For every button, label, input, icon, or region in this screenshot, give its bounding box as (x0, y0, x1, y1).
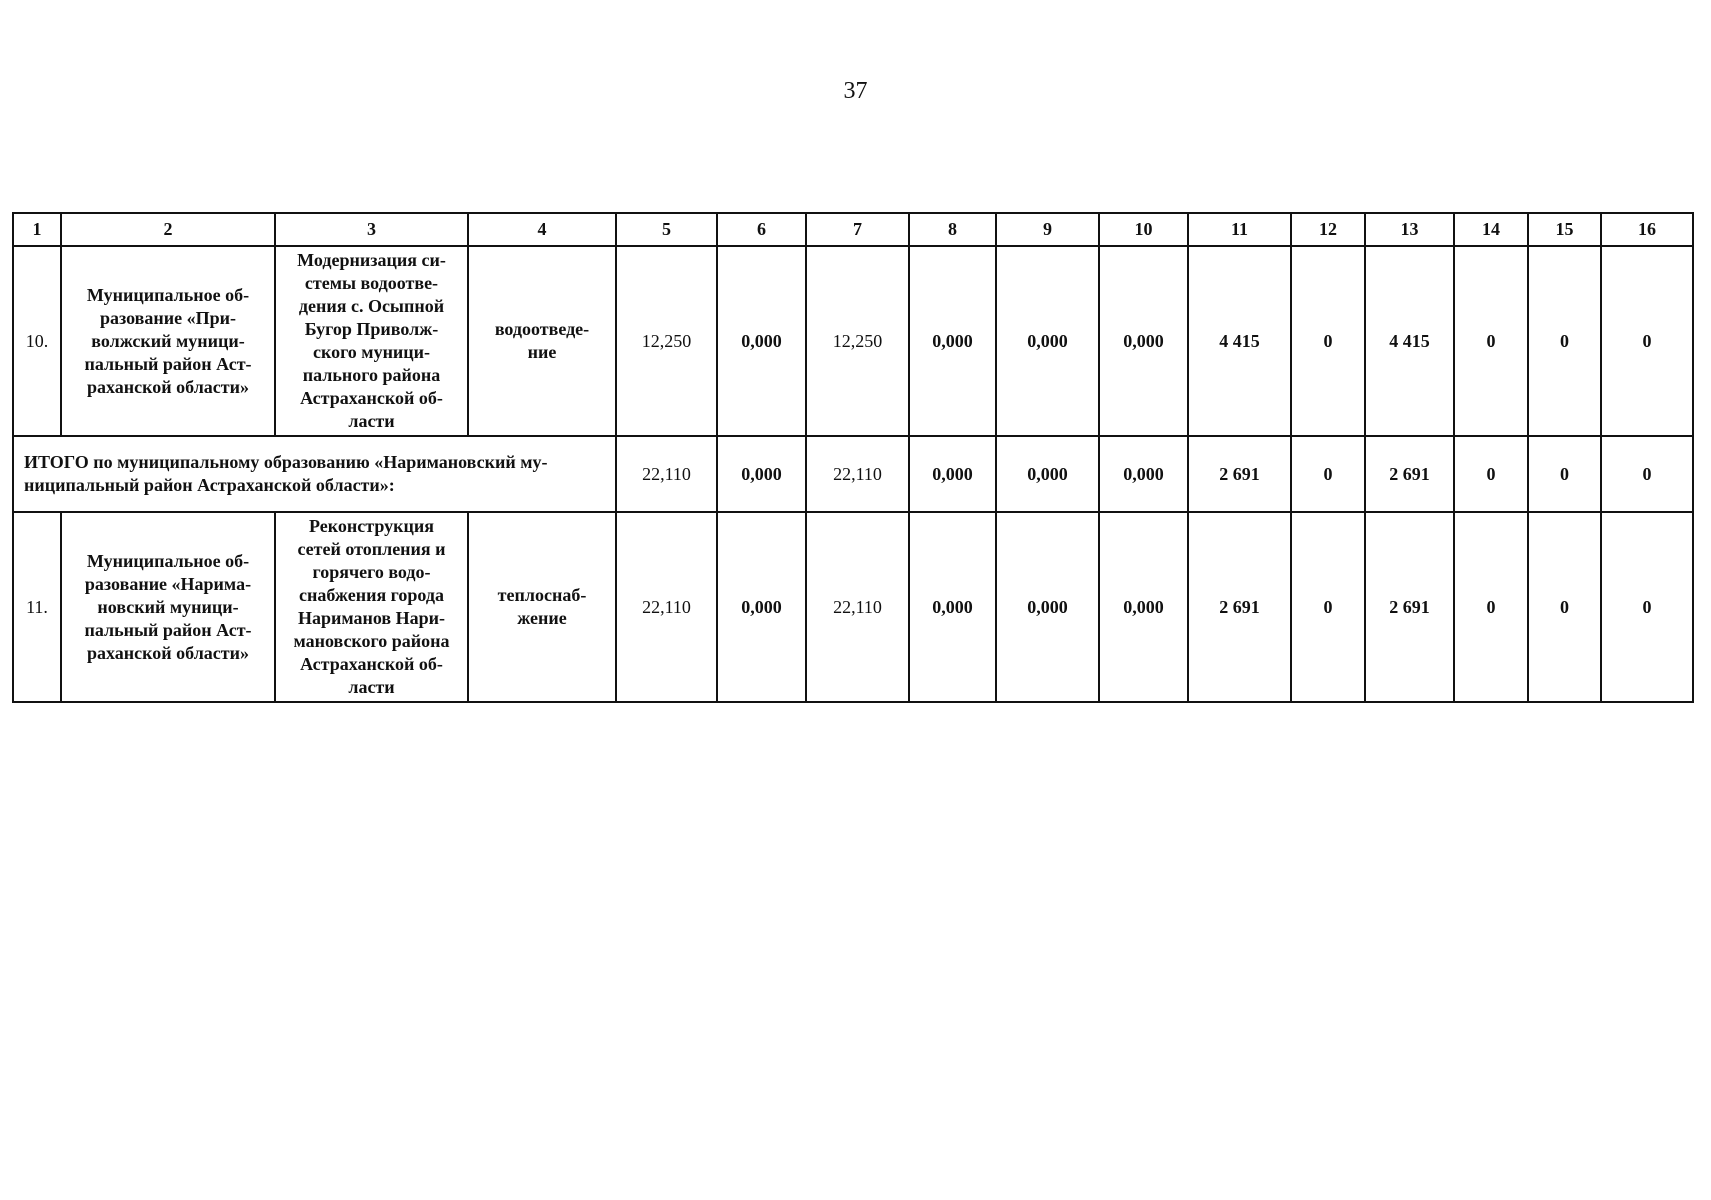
column-header: 4 (468, 213, 616, 246)
row-number: 11. (13, 512, 61, 702)
value-cell: 2 691 (1365, 512, 1454, 702)
value-cell: 0 (1454, 246, 1528, 436)
project-cell: Реконструкция сетей отопления и горячего водо- снабжения города Нариманов Нари- мановского района Астраханской об- ласти (275, 512, 468, 702)
value-cell: 12,250 (616, 246, 717, 436)
value-cell: 0 (1291, 512, 1365, 702)
value-cell: 0,000 (717, 246, 806, 436)
value-cell: 0 (1454, 436, 1528, 512)
value-cell: 0 (1528, 436, 1601, 512)
table-row-total (13, 436, 1693, 512)
value-cell: 12,250 (806, 246, 909, 436)
column-header: 3 (275, 213, 468, 246)
column-header: 7 (806, 213, 909, 246)
column-header: 13 (1365, 213, 1454, 246)
value-cell: 0 (1601, 512, 1693, 702)
value-cell: 22,110 (806, 512, 909, 702)
value-cell: 0,000 (717, 512, 806, 702)
table-row-10 (13, 246, 1693, 436)
value-cell: 0,000 (909, 512, 996, 702)
value-cell: 0 (1291, 436, 1365, 512)
value-cell: 0 (1601, 246, 1693, 436)
header-row (13, 213, 1693, 246)
municipality-cell: Муниципальное об- разование «Нарима- новский муници- пальный район Аст- раханской области» (61, 512, 275, 702)
column-header: 14 (1454, 213, 1528, 246)
column-header: 12 (1291, 213, 1365, 246)
value-cell: 0 (1454, 512, 1528, 702)
value-cell: 2 691 (1188, 436, 1291, 512)
project-cell: Модернизация си- стемы водоотве- дения с. Осыпной Бугор Приволж- ского муници- пального района Астраханской об- ласти (275, 246, 468, 436)
page-number: 37 (843, 78, 868, 104)
total-label: ИТОГО по муниципальному образованию «Наримановский му- ниципальный район Астраханской области»: (13, 436, 616, 512)
column-header: 10 (1099, 213, 1188, 246)
data-table (12, 212, 1694, 703)
service-type-cell: водоотведе- ние (468, 246, 616, 436)
value-cell: 4 415 (1365, 246, 1454, 436)
value-cell: 0,000 (909, 436, 996, 512)
column-header: 2 (61, 213, 275, 246)
value-cell: 0,000 (996, 436, 1099, 512)
value-cell: 0 (1601, 436, 1693, 512)
service-type-cell: теплоснаб- жение (468, 512, 616, 702)
value-cell: 2 691 (1365, 436, 1454, 512)
value-cell: 22,110 (616, 436, 717, 512)
column-header: 11 (1188, 213, 1291, 246)
row-number: 10. (13, 246, 61, 436)
value-cell: 0 (1528, 512, 1601, 702)
value-cell: 0,000 (909, 246, 996, 436)
value-cell: 0,000 (717, 436, 806, 512)
value-cell: 0,000 (1099, 246, 1188, 436)
table-row-11 (13, 512, 1693, 702)
value-cell: 0 (1291, 246, 1365, 436)
value-cell: 0 (1528, 246, 1601, 436)
value-cell: 0,000 (1099, 436, 1188, 512)
value-cell: 0,000 (996, 512, 1099, 702)
column-header: 1 (13, 213, 61, 246)
value-cell: 0,000 (996, 246, 1099, 436)
column-header: 5 (616, 213, 717, 246)
column-header: 15 (1528, 213, 1601, 246)
column-header: 16 (1601, 213, 1693, 246)
value-cell: 22,110 (806, 436, 909, 512)
column-header: 8 (909, 213, 996, 246)
value-cell: 4 415 (1188, 246, 1291, 436)
value-cell: 0,000 (1099, 512, 1188, 702)
value-cell: 2 691 (1188, 512, 1291, 702)
value-cell: 22,110 (616, 512, 717, 702)
column-header: 9 (996, 213, 1099, 246)
column-header: 6 (717, 213, 806, 246)
municipality-cell: Муниципальное об- разование «При- волжский муници- пальный район Аст- раханской области» (61, 246, 275, 436)
